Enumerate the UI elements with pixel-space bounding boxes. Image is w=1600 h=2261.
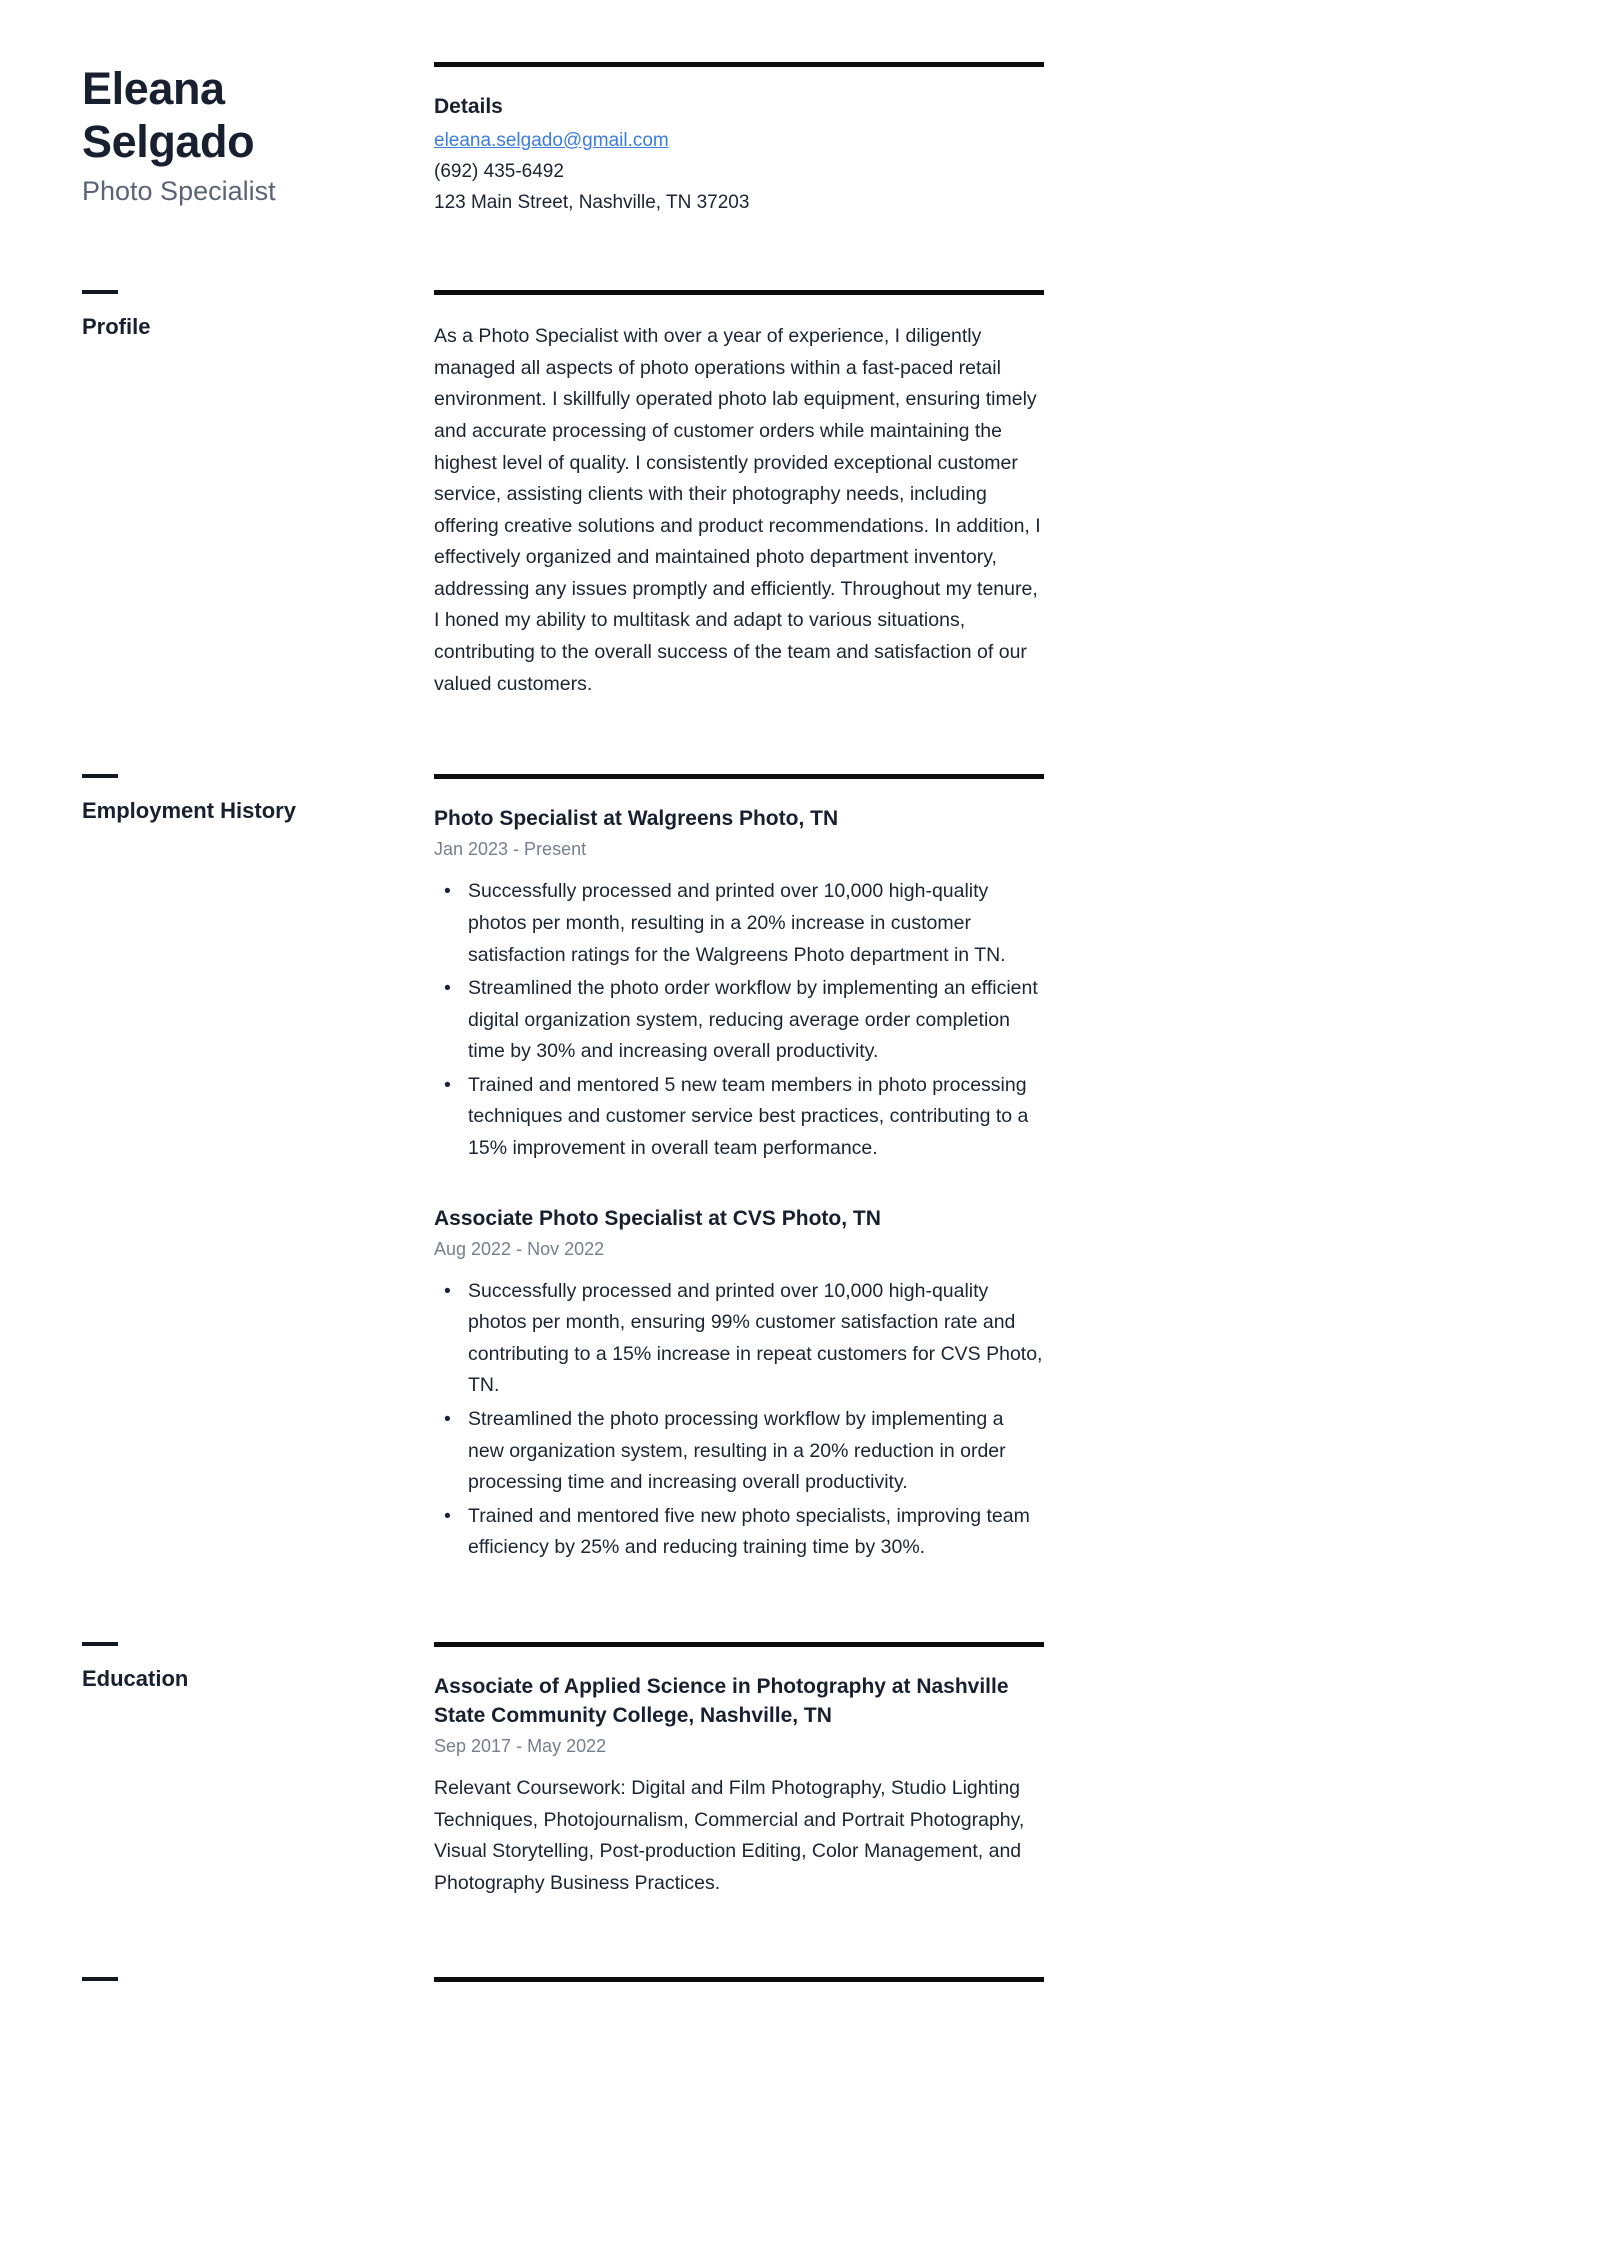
next-section-dash-icon — [82, 1977, 118, 1981]
section-label-profile: Profile — [82, 314, 151, 340]
employment-dash-icon — [82, 774, 118, 778]
next-section-label-block — [82, 1899, 434, 2008]
employment-entry-title: Associate Photo Specialist at CVS Photo, TN — [434, 1206, 881, 1230]
education-dash-icon — [82, 1642, 118, 1646]
list-item: • Streamlined the photo order workflow by implementing an efficient digital organization system, reducing average order completion time by 30% and increasing overall productivity. — [464, 973, 1044, 1068]
email-link[interactable]: eleana.selgado@gmail.com — [434, 129, 669, 151]
profile-dash-icon — [82, 290, 118, 294]
next-section — [434, 1899, 1044, 2008]
education-entry-date: Sep 2017 - May 2022 — [434, 1735, 607, 1756]
education-label-block — [82, 1566, 434, 1899]
list-item: • Streamlined the photo processing workflow by implementing a new organization system, resulting in a 20% reduction in order processing time and increasing overall productivity. — [464, 1404, 1044, 1499]
employment-entry-bullets — [434, 1276, 1044, 1564]
page-title — [82, 62, 382, 168]
details-heading: Details — [434, 95, 503, 118]
employment-divider — [434, 774, 1044, 779]
profile-text: As a Photo Specialist with over a year of experience, I diligently managed all aspects of photo operations within a fast-paced retail environment. I skillfully operated photo lab equipment, ensuring timely and accurate processing of customer orders while maintaining the highest level of quality. I consistently provided exceptional customer service, assisting clients with their photography needs, including offering creative solutions and product recommendations. In addition, I effectively organized and maintained photo department inventory, addressing any issues promptly and efficiently. Throughout my tenure, I honed my ability to multitask and adapt to various situations, contributing to the overall success of the team and satisfaction of our valued customers. — [434, 325, 1041, 695]
profile-divider — [434, 290, 1044, 295]
employment-entry — [434, 1205, 1044, 1564]
employment-entry-date: Aug 2022 - Nov 2022 — [434, 1238, 605, 1259]
address-text: 123 Main Street, Nashville, TN 37203 — [434, 191, 750, 213]
employment-entry-bullets — [434, 876, 1044, 1164]
details-divider — [434, 62, 1044, 67]
education-entry-note: Relevant Coursework: Digital and Film Photography, Studio Lighting Techniques, Photojournalism, Commercial and Portrait Photography, Visual Storytelling, Post-production Editing, Color Management, and Photography Business Practices. — [434, 1777, 1025, 1894]
list-item: • Trained and mentored 5 new team members in photo processing techniques and customer service best practices, contributing to a 15% improvement in overall team performance. — [464, 1070, 1044, 1165]
profile-label-block — [82, 218, 434, 700]
employment-entry-title: Photo Specialist at Walgreens Photo, TN — [434, 807, 839, 831]
section-label-education: Education — [82, 1665, 189, 1691]
employment-section — [434, 700, 1044, 1566]
first-name: Eleana — [82, 63, 225, 114]
list-item: • Successfully processed and printed over 10,000 high-quality photos per month, ensuring 99% customer satisfaction rate and contributing to a 15% increase in repeat customers for CVS Photo, TN. — [464, 1276, 1044, 1402]
list-item: • Successfully processed and printed over 10,000 high-quality photos per month, resulting in a 20% increase in customer satisfaction ratings for the Walgreens Photo department in TN. — [464, 876, 1044, 971]
phone-text: (692) 435-6492 — [434, 160, 564, 182]
education-entry — [434, 1673, 1044, 1899]
education-section — [434, 1566, 1044, 1899]
employment-label-block — [82, 700, 434, 1566]
job-title: Photo Specialist — [82, 176, 276, 207]
profile-section — [434, 218, 1044, 700]
list-item: • Trained and mentored five new photo specialists, improving team efficiency by 25% and reducing training time by 30%. — [464, 1501, 1044, 1564]
education-entry-title: Associate of Applied Science in Photography at Nashville State Community College, Nashville, TN — [434, 1674, 1009, 1727]
last-name: Selgado — [82, 116, 255, 168]
header-left — [82, 62, 434, 218]
next-section-divider — [434, 1977, 1044, 1982]
section-label-employment: Employment History — [82, 798, 296, 824]
details-section — [434, 62, 1044, 218]
employment-entry — [434, 805, 1044, 1164]
employment-entry-date: Jan 2023 - Present — [434, 839, 587, 860]
education-divider — [434, 1642, 1044, 1647]
